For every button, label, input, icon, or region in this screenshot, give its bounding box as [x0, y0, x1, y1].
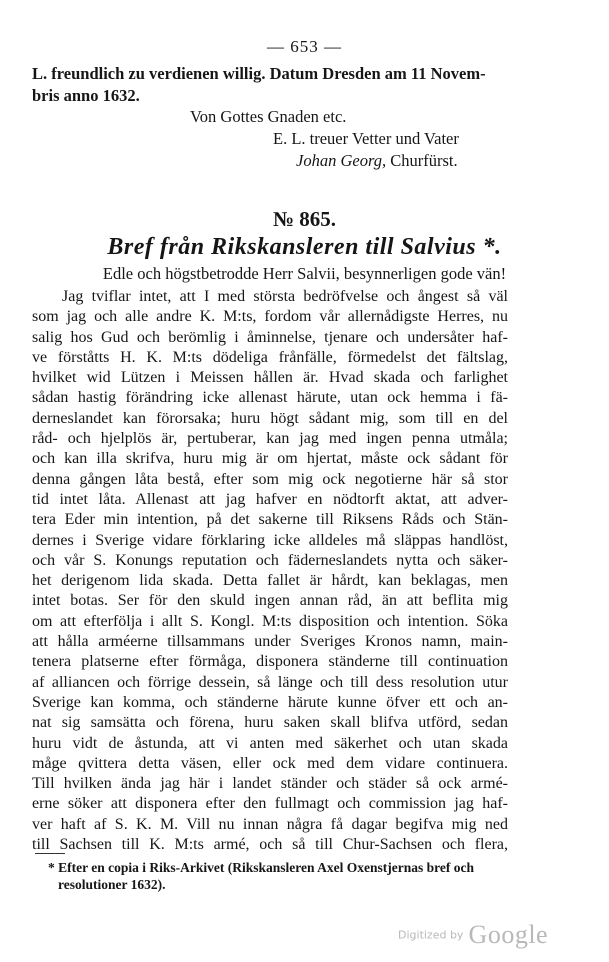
body-line: till Sachsen till K. M:ts armé, och så till Chur-Sachsen och flera, [32, 836, 508, 854]
footnote [48, 859, 518, 893]
closing-relation: E. L. treuer Vetter und Vater [273, 129, 459, 148]
footnote-line-1: * Efter en copia i Riks-Arkivet (Rikskansleren Axel Oxenstjernas bref och [48, 860, 474, 875]
body-line: ve förståtts H. K. M:ts dödeliga frånfälle, förmedelst det fältslag, [32, 348, 508, 366]
body-line: nat sig samsätta och förena, huru saken skall blifva utförd, sedan [32, 714, 508, 732]
body-line: tenera platserne efter förmåga, disponera ständerne till continuation [32, 653, 508, 671]
closing-line-2: bris anno 1632. [32, 86, 140, 105]
body-line: derneslandet kan förorsaka; huru högt sådant mig, som till en del [32, 409, 508, 427]
body-line: af alliancen och förrige dessein, så länge och till dess resolution utur [32, 673, 508, 691]
body-line: råd- och hjelplös är, pertuberar, kan jag med ingen penna utmåla; [32, 430, 508, 448]
body-line: salig hos Gud och berömlig i åminnelse, tjenare och undersåter haf- [32, 328, 508, 346]
body-line: intet botas. Ser för den skuld ingen annan råd, än att beflita mig [32, 592, 508, 610]
body-line: sådan hastig förändring icke allenast härute, utan ock hemma i fä- [32, 389, 508, 407]
body-line: att hålla arméerne tillsammans under Sveriges Kronos namn, main- [32, 633, 508, 651]
footnote-rule [35, 853, 65, 854]
body-line: Jag tviflar intet, att I med största bedröfvelse och ångest så väl [62, 288, 508, 305]
body-line: och kan illa skrifva, huru mig är om hjertat, måste ock sådant för [32, 450, 508, 468]
body-line: tid intet låta. Allenast att jag hafver en nödtorft aktat, att adver- [32, 490, 508, 508]
body-line: ver haft af S. K. M. Vill nu innan några få dagar begifva mig ned [32, 815, 508, 833]
body-line: erne söker att disponera efter den fullmagt och commission jag haf- [32, 795, 508, 813]
body-line: måge qvittera detta väsen, eller ock med dem vidare continuera. [32, 754, 508, 772]
body-line: Sverige kan komma, och ständerne härute kunne öfver ett och an- [32, 693, 508, 711]
signature-name: Johan Georg, [296, 151, 387, 170]
google-logo: Google [468, 920, 549, 949]
page-number: — 653 — [267, 37, 342, 56]
body-line: Till hvilken ända jag här i landet ständer och städer så ock armé- [32, 775, 508, 793]
watermark-prefix: Digitized by [398, 928, 464, 942]
closing-signature [296, 151, 458, 171]
letter-body [32, 287, 508, 855]
body-line: som jag och alle andre K. M:ts, fordom vår allernådigste Herres, nu [32, 308, 508, 326]
closing-formula: Von Gottes Gnaden etc. [190, 107, 347, 126]
body-line: huru vidt de åstunda, att vi anten med säkerhet och utan skada [32, 734, 508, 752]
body-line: och vår S. Konungs reputation och fäderneslandets nytta och säker- [32, 551, 508, 569]
document-number: № 865. [272, 207, 337, 231]
body-line: om att efterfölja i allt S. Kongl. M:ts disposition och intention. Söka [32, 612, 508, 630]
closing-line-1: L. freundlich zu verdienen willig. Datum Dresden am 11 Novem- [32, 64, 486, 83]
body-line: het derigenom lida skada. Detta fallet är hårdt, kan beklagas, men [32, 572, 508, 590]
signature-title: Churfürst. [390, 151, 458, 170]
body-line: tera Eder min intention, på det sakerne till Riksens Råds och Stän- [32, 511, 508, 529]
salutation: Edle och högstbetrodde Herr Salvii, besynnerligen gode vän! [102, 264, 507, 283]
footnote-line-2: resolutioner 1632). [58, 877, 166, 892]
body-line: denna gången låta bestå, efter som mig ock negotierne här så stor [32, 470, 508, 488]
digitized-watermark [398, 920, 548, 950]
body-line: hvilket wid Lützen i Meissen hållen är. Hvad skada och farlighet [32, 369, 508, 387]
document-title: Bref från Rikskansleren till Salvius *. [107, 234, 502, 260]
body-line: dernes i Sverige vidare förklaring icke alldeles må släppas handlöst, [32, 531, 508, 549]
